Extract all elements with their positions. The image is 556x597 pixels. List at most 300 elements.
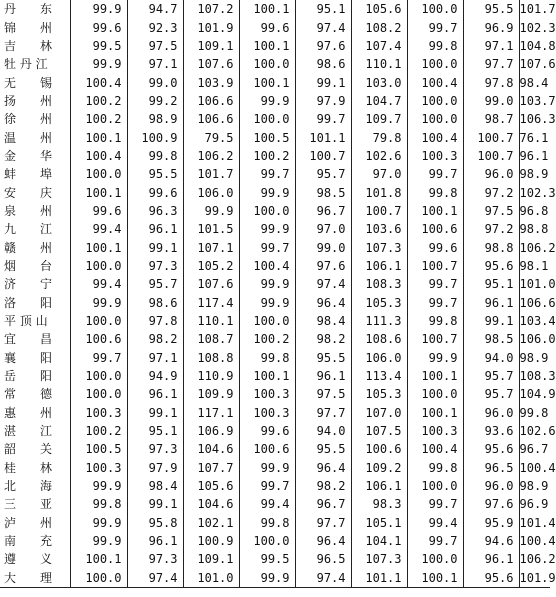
index-value-col-4: 99.9 <box>239 220 295 238</box>
index-value-col-1: 100.2 <box>70 422 127 440</box>
city-name: 泸 州 <box>0 514 70 532</box>
page-bottom-margin <box>0 583 550 597</box>
index-value-col-1: 100.0 <box>70 257 127 275</box>
index-value-col-2: 99.2 <box>127 92 183 110</box>
index-value-col-4: 99.9 <box>239 183 295 201</box>
index-value-col-5: 99.7 <box>295 110 351 128</box>
index-value-col-8: 95.1 <box>463 275 519 293</box>
index-value-col-8: 96.0 <box>463 404 519 422</box>
index-value-col-6: 108.2 <box>351 18 407 36</box>
index-value-col-1: 100.4 <box>70 73 127 91</box>
index-value-col-6: 105.1 <box>351 514 407 532</box>
index-value-col-7: 99.7 <box>407 18 463 36</box>
city-name: 平 顶 山 <box>0 312 70 330</box>
table-row <box>0 0 550 18</box>
index-value-col-5: 96.7 <box>295 202 351 220</box>
index-value-col-3: 106.9 <box>183 422 239 440</box>
index-value-col-7: 99.7 <box>407 495 463 513</box>
index-value-col-4: 100.3 <box>239 404 295 422</box>
index-value-col-3: 107.7 <box>183 459 239 477</box>
index-value-col-7: 99.8 <box>407 183 463 201</box>
index-value-col-9: 98.4 <box>519 75 549 90</box>
table-row <box>0 165 550 183</box>
index-value-col-2: 97.1 <box>127 55 183 73</box>
table-row <box>0 349 550 367</box>
table-row <box>0 550 550 568</box>
index-value-col-2: 94.7 <box>127 0 183 18</box>
index-value-col-9: 106.2 <box>519 240 556 255</box>
city-name: 岳 阳 <box>0 367 70 385</box>
index-value-col-5: 94.0 <box>295 422 351 440</box>
index-value-col-7: 99.6 <box>407 238 463 256</box>
index-value-col-4: 99.6 <box>239 18 295 36</box>
city-name: 丹 东 <box>0 0 70 18</box>
index-value-col-7: 100.4 <box>407 128 463 146</box>
index-value-col-3: 109.1 <box>183 37 239 55</box>
index-value-col-4: 99.9 <box>239 569 295 588</box>
index-value-col-9: 106.0 <box>519 332 556 347</box>
index-value-col-8: 98.7 <box>463 110 519 128</box>
index-value-col-1: 99.4 <box>70 220 127 238</box>
index-value-col-2: 99.1 <box>127 404 183 422</box>
index-value-col-5: 99.1 <box>295 73 351 91</box>
index-value-col-5: 101.1 <box>295 128 351 146</box>
index-value-col-3: 101.9 <box>183 18 239 36</box>
table-row <box>0 367 550 385</box>
city-name: 湛 江 <box>0 422 70 440</box>
index-value-col-3: 101.0 <box>183 569 239 588</box>
index-value-col-5: 98.5 <box>295 183 351 201</box>
index-value-col-8: 95.5 <box>463 0 519 18</box>
table-row <box>0 459 550 477</box>
table-row <box>0 275 550 293</box>
index-value-col-2: 97.3 <box>127 550 183 568</box>
index-value-col-7: 99.7 <box>407 275 463 293</box>
table-row <box>0 514 550 532</box>
index-value-col-7: 100.0 <box>407 55 463 73</box>
index-value-col-6: 97.0 <box>351 165 407 183</box>
index-value-col-7: 100.7 <box>407 257 463 275</box>
index-value-col-1: 100.2 <box>70 92 127 110</box>
index-value-col-1: 99.9 <box>70 477 127 495</box>
index-value-col-6: 106.1 <box>351 257 407 275</box>
index-value-col-2: 99.8 <box>127 147 183 165</box>
index-value-col-4: 99.8 <box>239 514 295 532</box>
index-value-col-4: 100.2 <box>239 330 295 348</box>
index-value-col-5: 98.6 <box>295 55 351 73</box>
table-row <box>0 110 550 128</box>
index-value-col-9: 98.8 <box>519 222 549 237</box>
index-value-col-4: 100.1 <box>239 73 295 91</box>
index-value-col-3: 101.7 <box>183 165 239 183</box>
index-value-col-4: 99.7 <box>239 165 295 183</box>
index-value-col-2: 99.0 <box>127 73 183 91</box>
index-value-col-9: 107.6 <box>519 57 556 72</box>
index-value-col-4: 99.4 <box>239 495 295 513</box>
index-value-col-2: 99.1 <box>127 238 183 256</box>
index-value-col-8: 95.6 <box>463 257 519 275</box>
index-value-col-9: 99.8 <box>519 405 549 420</box>
index-value-col-5: 96.4 <box>295 294 351 312</box>
index-value-col-6: 108.6 <box>351 330 407 348</box>
index-value-col-9: 103.7 <box>519 93 556 108</box>
index-value-col-3: 108.8 <box>183 349 239 367</box>
city-name: 泉 州 <box>0 202 70 220</box>
index-value-col-5: 98.4 <box>295 312 351 330</box>
index-value-col-2: 98.9 <box>127 110 183 128</box>
index-value-col-3: 99.9 <box>183 202 239 220</box>
index-value-col-4: 100.2 <box>239 147 295 165</box>
index-value-col-1: 100.5 <box>70 440 127 458</box>
city-name: 遵 义 <box>0 550 70 568</box>
index-value-col-8: 95.7 <box>463 385 519 403</box>
index-value-col-2: 97.9 <box>127 459 183 477</box>
index-value-col-1: 100.3 <box>70 404 127 422</box>
index-value-col-7: 99.8 <box>407 37 463 55</box>
index-value-col-9: 98.9 <box>519 167 549 182</box>
index-value-col-8: 94.6 <box>463 532 519 550</box>
index-value-col-3: 104.6 <box>183 495 239 513</box>
index-value-col-9: 102.3 <box>519 185 556 200</box>
index-value-col-6: 111.3 <box>351 312 407 330</box>
index-value-col-9: 100.4 <box>519 534 556 549</box>
index-value-col-5: 97.4 <box>295 569 351 588</box>
index-value-col-3: 106.6 <box>183 110 239 128</box>
table-row <box>0 147 550 165</box>
table-row <box>0 404 550 422</box>
index-value-col-2: 97.3 <box>127 257 183 275</box>
index-value-col-6: 103.6 <box>351 220 407 238</box>
index-value-col-2: 98.4 <box>127 477 183 495</box>
index-value-col-9: 102.6 <box>519 424 556 439</box>
index-value-col-8: 96.0 <box>463 165 519 183</box>
index-value-col-8: 97.8 <box>463 73 519 91</box>
index-value-col-1: 100.6 <box>70 330 127 348</box>
city-name: 大 理 <box>0 569 70 588</box>
index-value-col-4: 99.5 <box>239 550 295 568</box>
index-value-col-6: 105.3 <box>351 294 407 312</box>
index-value-col-3: 107.2 <box>183 0 239 18</box>
city-name: 九 江 <box>0 220 70 238</box>
index-value-col-1: 99.8 <box>70 495 127 513</box>
index-value-col-7: 100.4 <box>407 73 463 91</box>
index-value-col-1: 100.1 <box>70 128 127 146</box>
index-value-col-5: 97.7 <box>295 404 351 422</box>
index-value-col-6: 106.1 <box>351 477 407 495</box>
index-value-col-6: 101.8 <box>351 183 407 201</box>
index-value-col-4: 100.6 <box>239 440 295 458</box>
index-value-col-1: 100.0 <box>70 165 127 183</box>
index-value-col-2: 97.3 <box>127 440 183 458</box>
index-value-col-5: 96.1 <box>295 367 351 385</box>
table-row <box>0 220 550 238</box>
index-value-col-2: 96.3 <box>127 202 183 220</box>
index-value-col-9: 101.0 <box>519 277 556 292</box>
table-row <box>0 55 550 73</box>
city-name: 惠 州 <box>0 404 70 422</box>
city-name: 锦 州 <box>0 18 70 36</box>
index-value-col-7: 100.1 <box>407 404 463 422</box>
index-value-col-5: 97.6 <box>295 257 351 275</box>
index-value-col-1: 100.1 <box>70 238 127 256</box>
index-value-col-4: 99.8 <box>239 349 295 367</box>
table-row <box>0 18 550 36</box>
index-value-col-6: 109.7 <box>351 110 407 128</box>
index-value-col-7: 100.7 <box>407 330 463 348</box>
index-value-col-5: 98.2 <box>295 330 351 348</box>
city-name: 洛 阳 <box>0 294 70 312</box>
city-name: 安 庆 <box>0 183 70 201</box>
index-value-col-7: 100.6 <box>407 220 463 238</box>
city-name: 南 充 <box>0 532 70 550</box>
index-value-col-7: 100.1 <box>407 569 463 588</box>
index-value-col-5: 97.4 <box>295 18 351 36</box>
city-name: 三 亚 <box>0 495 70 513</box>
index-value-col-2: 98.2 <box>127 330 183 348</box>
index-value-col-5: 97.6 <box>295 37 351 55</box>
index-value-col-6: 110.1 <box>351 55 407 73</box>
city-name: 温 州 <box>0 128 70 146</box>
index-value-col-9: 96.7 <box>519 442 549 457</box>
index-value-col-4: 100.5 <box>239 128 295 146</box>
index-value-col-5: 96.4 <box>295 532 351 550</box>
index-value-col-7: 100.0 <box>407 0 463 18</box>
index-value-col-1: 99.6 <box>70 18 127 36</box>
index-value-col-1: 100.2 <box>70 110 127 128</box>
index-value-col-9: 101.7 <box>519 2 556 17</box>
index-value-col-3: 110.1 <box>183 312 239 330</box>
index-value-col-9: 104.9 <box>519 387 556 402</box>
table-row <box>0 128 550 146</box>
table-row <box>0 422 550 440</box>
index-value-col-8: 96.1 <box>463 294 519 312</box>
index-value-col-4: 100.1 <box>239 0 295 18</box>
index-value-col-1: 100.0 <box>70 312 127 330</box>
index-value-col-2: 99.6 <box>127 183 183 201</box>
index-value-col-7: 100.3 <box>407 422 463 440</box>
index-value-col-9: 98.1 <box>519 258 549 273</box>
city-name: 烟 台 <box>0 257 70 275</box>
index-value-col-3: 100.9 <box>183 532 239 550</box>
index-value-col-1: 100.1 <box>70 550 127 568</box>
city-name: 宜 昌 <box>0 330 70 348</box>
index-value-col-8: 94.0 <box>463 349 519 367</box>
index-value-col-3: 106.0 <box>183 183 239 201</box>
index-value-col-3: 107.1 <box>183 238 239 256</box>
index-value-col-6: 107.5 <box>351 422 407 440</box>
index-value-col-8: 99.1 <box>463 312 519 330</box>
index-value-col-4: 100.0 <box>239 202 295 220</box>
table-row <box>0 183 550 201</box>
index-value-col-3: 107.6 <box>183 275 239 293</box>
index-value-col-6: 102.6 <box>351 147 407 165</box>
city-name: 徐 州 <box>0 110 70 128</box>
table-row <box>0 440 550 458</box>
index-value-col-1: 100.4 <box>70 147 127 165</box>
index-value-col-5: 97.7 <box>295 514 351 532</box>
index-value-col-7: 99.8 <box>407 459 463 477</box>
city-name: 无 锡 <box>0 73 70 91</box>
table-row <box>0 37 550 55</box>
index-value-col-9: 96.8 <box>519 203 549 218</box>
index-value-col-7: 100.0 <box>407 477 463 495</box>
index-value-col-9: 100.4 <box>519 460 556 475</box>
index-value-col-7: 99.7 <box>407 532 463 550</box>
index-value-col-8: 100.7 <box>463 147 519 165</box>
index-value-col-2: 95.7 <box>127 275 183 293</box>
index-value-col-1: 99.6 <box>70 202 127 220</box>
index-value-col-4: 99.9 <box>239 275 295 293</box>
index-value-col-1: 100.0 <box>70 367 127 385</box>
index-value-col-8: 100.7 <box>463 128 519 146</box>
index-value-col-3: 107.6 <box>183 55 239 73</box>
index-value-col-2: 98.6 <box>127 294 183 312</box>
index-value-col-2: 97.4 <box>127 569 183 588</box>
index-value-col-4: 99.9 <box>239 459 295 477</box>
index-value-col-7: 99.4 <box>407 514 463 532</box>
index-value-col-8: 95.7 <box>463 367 519 385</box>
index-value-col-3: 104.6 <box>183 440 239 458</box>
index-value-col-9: 108.3 <box>519 369 556 384</box>
index-value-col-7: 99.7 <box>407 165 463 183</box>
index-value-col-2: 99.1 <box>127 495 183 513</box>
index-value-col-7: 100.0 <box>407 385 463 403</box>
index-value-col-5: 97.5 <box>295 385 351 403</box>
city-name: 济 宁 <box>0 275 70 293</box>
index-value-col-3: 117.1 <box>183 404 239 422</box>
table-row <box>0 238 550 256</box>
index-value-col-6: 100.7 <box>351 202 407 220</box>
index-value-col-3: 106.6 <box>183 92 239 110</box>
index-value-col-3: 109.9 <box>183 385 239 403</box>
index-value-col-6: 103.0 <box>351 73 407 91</box>
index-value-col-5: 96.4 <box>295 459 351 477</box>
city-name: 常 德 <box>0 385 70 403</box>
index-value-col-2: 97.1 <box>127 349 183 367</box>
index-value-col-9: 96.9 <box>519 497 549 512</box>
index-value-col-8: 97.1 <box>463 37 519 55</box>
index-value-col-1: 100.0 <box>70 569 127 588</box>
index-value-col-7: 100.0 <box>407 92 463 110</box>
index-value-col-6: 104.7 <box>351 92 407 110</box>
index-value-col-6: 100.6 <box>351 440 407 458</box>
index-value-col-3: 105.2 <box>183 257 239 275</box>
index-value-col-1: 100.1 <box>70 183 127 201</box>
index-value-col-5: 95.5 <box>295 440 351 458</box>
index-value-col-2: 97.8 <box>127 312 183 330</box>
index-value-col-7: 100.3 <box>407 147 463 165</box>
index-value-col-6: 107.3 <box>351 550 407 568</box>
index-value-col-1: 99.4 <box>70 275 127 293</box>
index-value-col-3: 103.9 <box>183 73 239 91</box>
city-name: 襄 阳 <box>0 349 70 367</box>
index-value-col-9: 106.3 <box>519 112 556 127</box>
index-value-col-7: 100.1 <box>407 367 463 385</box>
table-row <box>0 495 550 513</box>
index-value-col-4: 100.0 <box>239 110 295 128</box>
index-value-col-9: 106.6 <box>519 295 556 310</box>
index-value-col-9: 101.4 <box>519 515 556 530</box>
index-value-col-5: 97.4 <box>295 275 351 293</box>
table-row <box>0 92 550 110</box>
index-value-col-1: 99.9 <box>70 514 127 532</box>
index-value-col-8: 99.0 <box>463 92 519 110</box>
index-value-col-8: 96.5 <box>463 459 519 477</box>
index-value-col-5: 96.7 <box>295 495 351 513</box>
table-row <box>0 257 550 275</box>
table-row <box>0 294 550 312</box>
city-name: 金 华 <box>0 147 70 165</box>
index-value-col-5: 95.5 <box>295 349 351 367</box>
index-value-col-9: 98.9 <box>519 479 549 494</box>
index-value-col-6: 109.2 <box>351 459 407 477</box>
index-value-col-1: 100.0 <box>70 385 127 403</box>
index-value-col-8: 93.6 <box>463 422 519 440</box>
index-value-col-5: 95.1 <box>295 0 351 18</box>
index-value-col-1: 99.9 <box>70 55 127 73</box>
index-value-col-2: 94.9 <box>127 367 183 385</box>
index-value-col-9: 106.2 <box>519 552 556 567</box>
index-value-col-8: 97.2 <box>463 183 519 201</box>
index-value-col-8: 96.9 <box>463 18 519 36</box>
index-value-col-2: 100.9 <box>127 128 183 146</box>
index-value-col-7: 100.0 <box>407 110 463 128</box>
index-value-col-8: 95.9 <box>463 514 519 532</box>
city-name: 吉 林 <box>0 37 70 55</box>
index-value-col-4: 100.1 <box>239 37 295 55</box>
index-value-col-3: 108.7 <box>183 330 239 348</box>
index-value-col-4: 99.9 <box>239 294 295 312</box>
index-value-col-4: 99.7 <box>239 477 295 495</box>
index-value-col-2: 95.8 <box>127 514 183 532</box>
index-value-col-6: 105.3 <box>351 385 407 403</box>
index-value-col-6: 113.4 <box>351 367 407 385</box>
index-value-col-5: 100.7 <box>295 147 351 165</box>
index-value-col-8: 97.7 <box>463 55 519 73</box>
index-value-col-6: 104.1 <box>351 532 407 550</box>
index-value-col-5: 95.7 <box>295 165 351 183</box>
table-row <box>0 385 550 403</box>
index-value-col-2: 92.3 <box>127 18 183 36</box>
index-value-col-6: 105.6 <box>351 0 407 18</box>
city-name: 蚌 埠 <box>0 165 70 183</box>
index-value-col-4: 100.0 <box>239 55 295 73</box>
index-value-col-8: 98.5 <box>463 330 519 348</box>
index-value-col-1: 100.3 <box>70 459 127 477</box>
table-row <box>0 202 550 220</box>
index-value-col-6: 98.3 <box>351 495 407 513</box>
index-value-col-4: 100.3 <box>239 385 295 403</box>
index-value-col-1: 99.9 <box>70 294 127 312</box>
index-value-col-9: 76.1 <box>519 130 549 145</box>
index-value-col-9: 103.4 <box>519 314 556 329</box>
city-name: 扬 州 <box>0 92 70 110</box>
table-row <box>0 532 550 550</box>
index-value-col-2: 96.1 <box>127 532 183 550</box>
city-name: 北 海 <box>0 477 70 495</box>
index-value-col-4: 100.0 <box>239 532 295 550</box>
index-value-col-7: 99.8 <box>407 312 463 330</box>
index-value-col-8: 97.6 <box>463 495 519 513</box>
city-name: 桂 林 <box>0 459 70 477</box>
index-value-col-7: 100.1 <box>407 202 463 220</box>
index-value-col-8: 98.8 <box>463 238 519 256</box>
index-value-col-8: 97.5 <box>463 202 519 220</box>
index-value-col-2: 95.5 <box>127 165 183 183</box>
index-value-col-4: 99.6 <box>239 422 295 440</box>
table-row <box>0 330 550 348</box>
index-value-col-5: 96.5 <box>295 550 351 568</box>
